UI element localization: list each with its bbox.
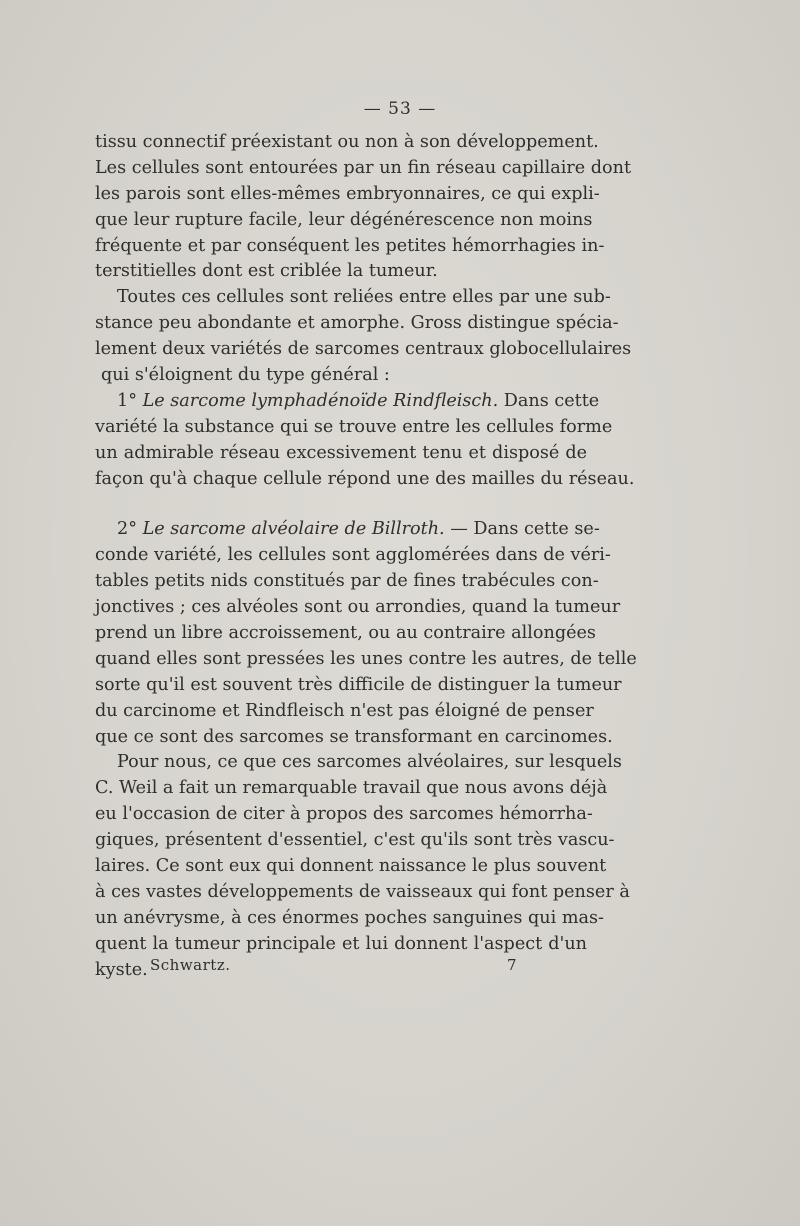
text-line: du carcinome et Rindfleisch n'est pas éloigné de penser	[95, 700, 594, 721]
text-line: Les cellules sont entourées par un fin réseau capillaire dont	[95, 157, 632, 178]
text-line: fréquente et par conséquent les petites hémorrhagies in-	[95, 235, 605, 256]
text-line: que leur rupture facile, leur dégénérescence non moins	[95, 209, 593, 230]
text-line: Toutes ces cellules sont reliées entre elles par une sub-	[117, 287, 611, 308]
page-number: — 53 —	[363, 99, 437, 119]
text-line: sorte qu'il est souvent très difficile de distinguer la tumeur	[95, 674, 622, 695]
text-line: un admirable réseau excessivement tenu et disposé de	[95, 442, 587, 463]
text-line: quent la tumeur principale et lui donnent l'aspect d'un	[95, 933, 587, 954]
text-line: qui s'éloignent du type général :	[101, 365, 390, 386]
text-line: laires. Ce sont eux qui donnent naissance le plus souvent	[95, 856, 607, 877]
text-line: à ces vastes développements de vaisseaux qui font penser à	[95, 881, 630, 902]
signature-mark: Schwartz.	[150, 956, 231, 974]
sheet-number: 7	[507, 956, 517, 974]
text-line: variété la substance qui se trouve entre les cellules forme	[95, 416, 613, 437]
text-line: giques, présentent d'essentiel, c'est qu'ils sont très vascu-	[95, 830, 615, 851]
text-line: façon qu'à chaque cellule répond une des mailles du réseau.	[95, 468, 635, 489]
text-line: eu l'occasion de citer à propos des sarcomes hémorrha-	[95, 804, 593, 825]
text-line: jonctives ; ces alvéoles sont ou arrondies, quand la tumeur	[95, 597, 621, 618]
text-line: terstitielles dont est criblée la tumeur.	[95, 261, 438, 282]
text-line: Pour nous, ce que ces sarcomes alvéolaires, sur lesquels	[117, 752, 622, 773]
text-line: C. Weil a fait un remarquable travail que nous avons déjà	[95, 778, 608, 799]
text-line: que ce sont des sarcomes se transformant en carcinomes.	[95, 726, 613, 747]
text-line: conde variété, les cellules sont agglomérées dans de véri-	[95, 545, 611, 566]
body-text	[95, 130, 637, 984]
list-item-heading	[95, 517, 600, 543]
text-line: quand elles sont pressées les unes contre les autres, de telle	[95, 648, 637, 669]
text-line: kyste.	[95, 959, 148, 980]
item-title: Le sarcome alvéolaire de Billroth.	[142, 519, 445, 540]
item-rest: Dans cette	[498, 390, 600, 411]
item-title: Le sarcome lymphadénoïde Rindfleisch.	[142, 390, 499, 411]
text-line: stance peu abondante et amorphe. Gross distingue spécia-	[95, 313, 619, 334]
item-number: 2°	[117, 519, 143, 540]
text-line: un anévrysme, à ces énormes poches sanguines qui mas-	[95, 907, 604, 928]
item-number: 1°	[117, 390, 143, 411]
item-rest: — Dans cette se-	[444, 519, 600, 540]
text-line: les parois sont elles-mêmes embryonnaires, ce qui expli-	[95, 183, 600, 204]
list-item-heading	[95, 389, 600, 415]
text-line: tissu connectif préexistant ou non à son développement.	[95, 132, 599, 152]
text-line: tables petits nids constitués par de fines trabécules con-	[95, 571, 599, 592]
text-line: prend un libre accroissement, ou au contraire allongées	[95, 623, 596, 644]
text-line: lement deux variétés de sarcomes centraux globocellulaires	[95, 339, 632, 360]
